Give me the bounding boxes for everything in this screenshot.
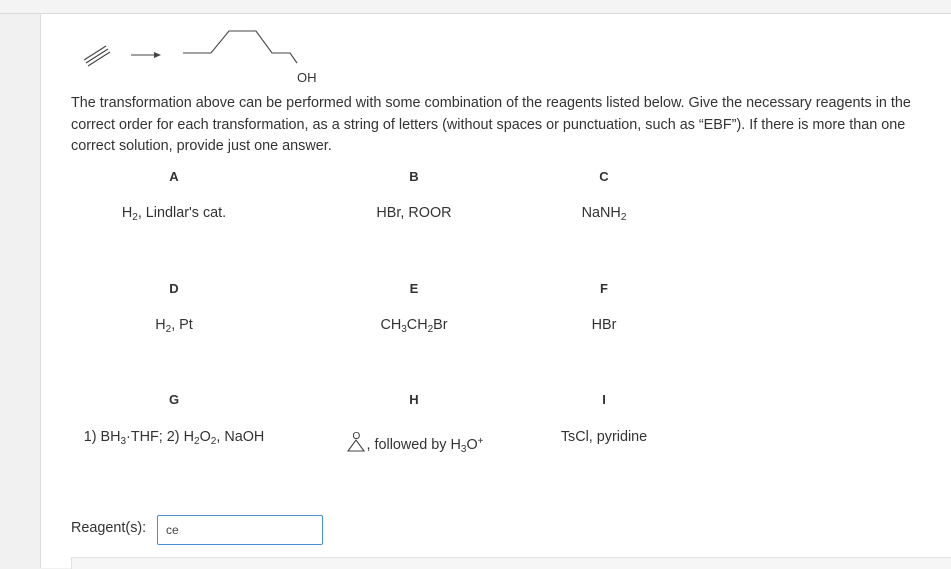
reagent-formula-f	[474, 317, 734, 333]
reaction-scheme	[80, 22, 330, 87]
reagent-formula-d	[44, 317, 304, 333]
formula-part: O	[199, 429, 211, 445]
formula-part: H	[121, 205, 133, 221]
reagent-letter-e: E	[409, 281, 419, 296]
formula-part: CH	[406, 317, 428, 333]
reagent-letter-h: H	[409, 392, 419, 407]
formula-part: 3	[120, 436, 127, 447]
formula-part: NaNH	[581, 205, 621, 221]
formula-part: 2	[165, 324, 172, 335]
reagent-letter-c: C	[599, 169, 609, 184]
reagent-letter-g: G	[168, 392, 180, 407]
reagent-letter-f: F	[600, 281, 608, 296]
reagent-formula-a	[44, 205, 304, 221]
formula-part: 2	[194, 436, 200, 447]
formula-part: H	[155, 317, 166, 333]
reagent-letter-d: D	[169, 281, 179, 296]
formula-part: ·THF; 2) H	[126, 429, 194, 445]
formula-part: , followed by H	[366, 437, 461, 453]
formula-part: 3	[401, 324, 407, 335]
formula-part: HBr	[591, 317, 617, 333]
formula-part: +	[477, 436, 484, 447]
reagent-input[interactable]	[157, 515, 323, 545]
formula-part: HBr, ROOR	[376, 205, 452, 221]
formula-part: , Lindlar's cat.	[137, 205, 227, 221]
top-toolbar	[0, 0, 951, 14]
question-text: The transformation above can be performed with some combination of the reagents listed below. Give the necessary reagents in the correct order for each transformation, as a string of letters (without spaces or punctuation, such as “EBF”). If there is more than one correct solution, provide just one answer.	[71, 95, 911, 154]
reagent-label: Reagent(s):	[71, 520, 147, 536]
alcohol-skeletal-structure	[183, 31, 297, 63]
formula-part: O	[466, 437, 478, 453]
formula-part: TsCl, pyridine	[560, 429, 648, 445]
formula-part: 2	[210, 436, 217, 447]
formula-part: 2	[427, 324, 434, 335]
formula-part: 3	[460, 444, 467, 455]
svg-text:O: O	[352, 431, 360, 442]
reaction-arrow	[131, 52, 161, 58]
formula-part: CH	[380, 317, 402, 333]
reagent-formula-i	[474, 429, 734, 445]
formula-part: 1) BH	[83, 429, 121, 445]
bottom-panel	[71, 557, 951, 569]
formula-part: , Pt	[171, 317, 193, 333]
reagent-letter-a: A	[169, 169, 179, 184]
reagent-letter-b: B	[409, 169, 419, 184]
reagent-letter-i: I	[602, 392, 606, 407]
formula-part: Br	[433, 317, 448, 333]
alkyne-skeletal-structure	[84, 46, 110, 66]
epoxide-icon	[345, 429, 367, 453]
hydroxyl-label: OH	[297, 70, 317, 85]
reagent-formula-g	[44, 429, 304, 445]
formula-part: 2	[132, 212, 138, 223]
formula-part: 2	[620, 212, 627, 223]
reagent-formula-c	[474, 205, 734, 221]
formula-part: , NaOH	[216, 429, 265, 445]
